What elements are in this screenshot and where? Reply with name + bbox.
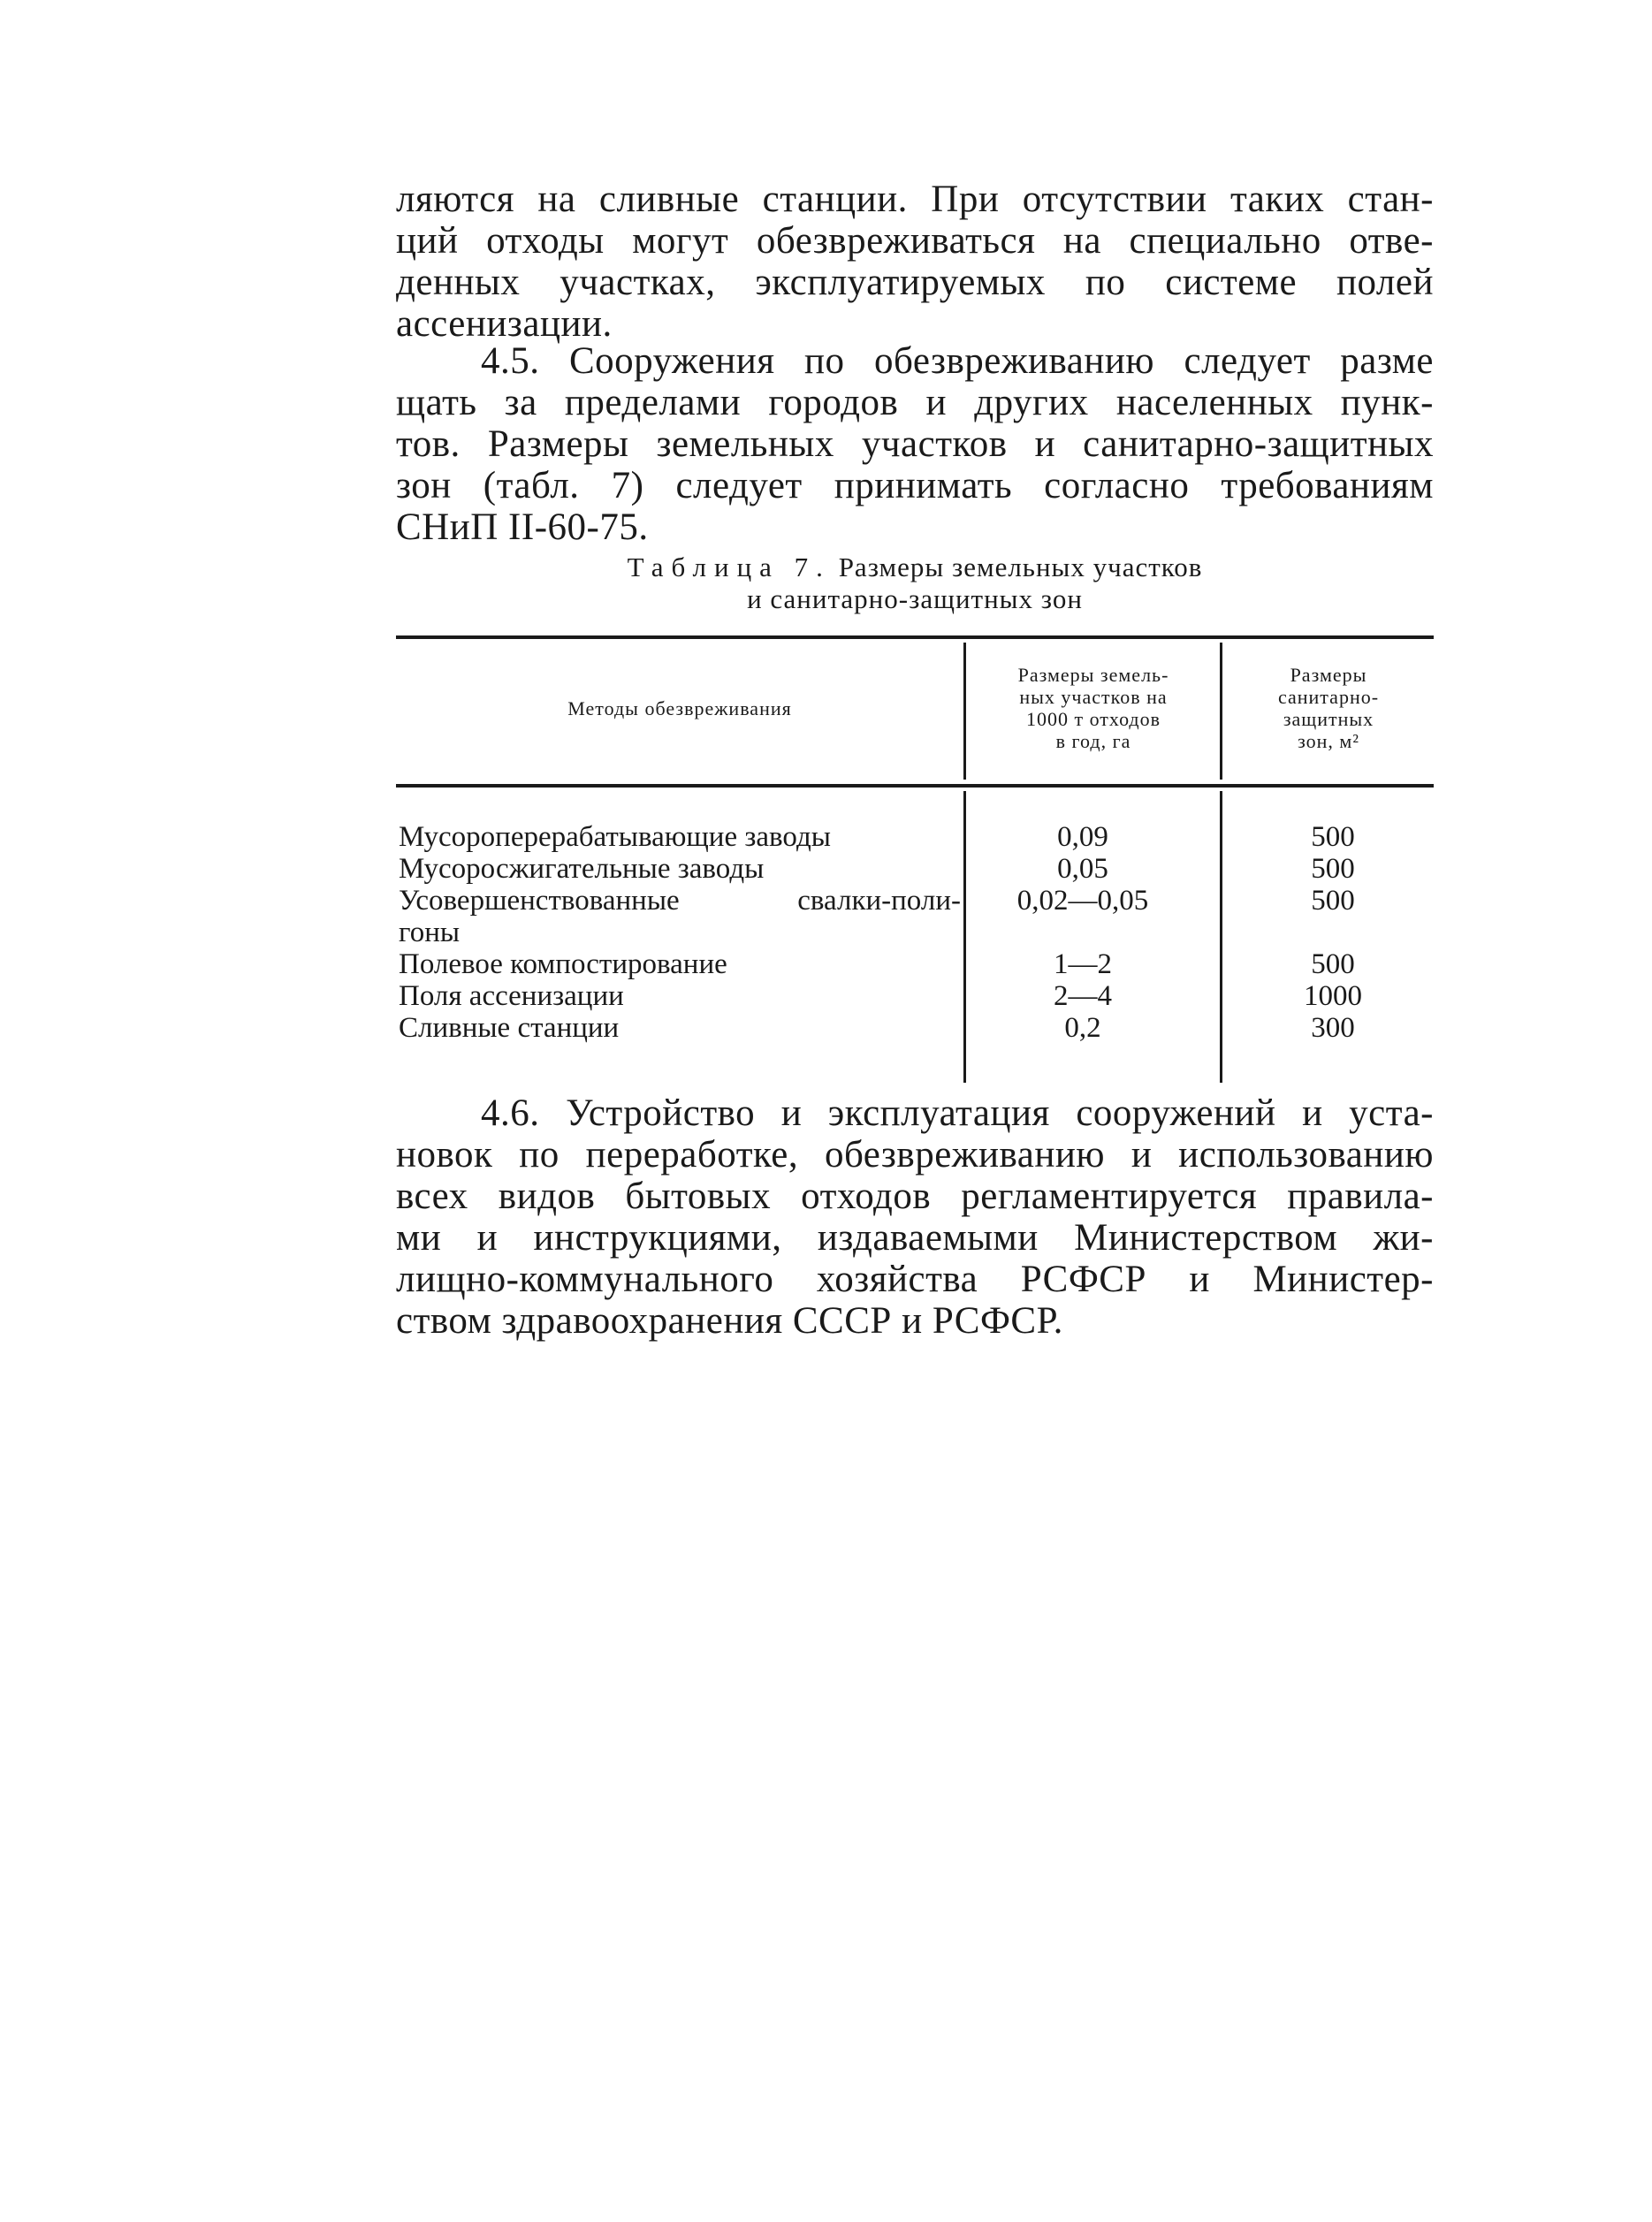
header-land-area	[967, 664, 1220, 752]
text-line: ляются на сливные станции. При отсутствии таких стан-	[396, 179, 1434, 220]
cell-area: 0,05	[1057, 853, 1108, 885]
column-divider	[963, 791, 966, 1083]
cell-method: Мусоросжигательные заводы	[399, 853, 765, 885]
cell-zone: 500	[1311, 853, 1355, 885]
text-line: щать за пределами городов и других населенных пунк-	[396, 382, 1434, 423]
cell-method-part: свалки-поли-	[797, 885, 961, 917]
text-line: ассенизации.	[396, 303, 613, 345]
data-table	[396, 635, 1434, 1084]
column-divider	[963, 643, 966, 780]
cell-method: Полевое компостирование	[399, 948, 727, 980]
cell-area: 1—2	[1054, 948, 1112, 980]
text-line: всех видов бытовых отходов регламентируется правила-	[396, 1176, 1434, 1217]
cell-method-part: Усовершенствованные	[399, 885, 680, 917]
cell-zone: 500	[1311, 948, 1355, 980]
cell-method	[399, 885, 973, 917]
text-line: ством здравоохранения СССР и РСФСР.	[396, 1300, 1063, 1342]
cell-area: 2—4	[1054, 980, 1112, 1012]
text-line: новок по переработке, обезвреживанию и использованию	[396, 1134, 1434, 1176]
header-line: 1000 т отходов	[1025, 708, 1161, 730]
text-line: ций отходы могут обезвреживаться на специально отве-	[396, 220, 1434, 262]
header-line: Размеры	[1290, 664, 1367, 686]
text-line: денных участках, эксплуатируемых по системе полей	[396, 262, 1434, 303]
text-line: тов. Размеры земельных участков и санитарно-защитных	[396, 423, 1434, 465]
column-divider	[1220, 643, 1222, 780]
header-sanitary-zone	[1223, 664, 1434, 752]
text-line: ми и инструкциями, издаваемыми Министерством жи-	[396, 1217, 1434, 1259]
table-title-line2: и санитарно-защитных зон	[747, 583, 1083, 614]
text-line: лищно-коммунального хозяйства РСФСР и Министер-	[396, 1259, 1434, 1300]
cell-area: 0,2	[1064, 1012, 1101, 1044]
text-line: СНиП II-60-75.	[396, 506, 649, 548]
table-caption	[396, 552, 1434, 615]
table-top-rule	[396, 635, 1434, 639]
header-methods: Методы обезвреживания	[567, 697, 792, 719]
text-line: зон (табл. 7) следует принимать согласно требованиям	[396, 465, 1434, 506]
header-line: Размеры земель-	[1017, 664, 1169, 686]
cell-zone: 1000	[1304, 980, 1362, 1012]
cell-method: гоны	[399, 917, 461, 948]
header-line: защитных	[1283, 708, 1374, 730]
text-line: 4.6. Устройство и эксплуатация сооружений и уста-	[481, 1092, 1434, 1134]
cell-method: Сливные станции	[399, 1012, 620, 1044]
table-header-rule	[396, 784, 1434, 788]
cell-area: 0,02—0,05	[1016, 885, 1149, 917]
text-line: 4.5. Сооружения по обезвреживанию следует разме	[481, 340, 1434, 382]
header-line: зон, м²	[1298, 730, 1359, 752]
table-title-line1: Размеры земельных участков	[838, 552, 1203, 582]
cell-zone: 300	[1311, 1012, 1355, 1044]
header-line: ных участков на	[1019, 686, 1168, 708]
cell-method: Мусороперерабатывающие заводы	[399, 821, 831, 853]
paragraph-4-5	[396, 340, 1434, 548]
table-label: Таблица 7.	[627, 552, 831, 582]
column-divider	[1220, 791, 1222, 1083]
cell-zone: 500	[1311, 885, 1355, 917]
cell-area: 0,09	[1057, 821, 1108, 853]
cell-method: Поля ассенизации	[399, 980, 624, 1012]
paragraph-continuation	[396, 179, 1434, 345]
cell-zone: 500	[1311, 821, 1355, 853]
header-line: в год, га	[1055, 730, 1131, 752]
header-line: санитарно-	[1277, 686, 1380, 708]
paragraph-4-6	[396, 1092, 1434, 1342]
